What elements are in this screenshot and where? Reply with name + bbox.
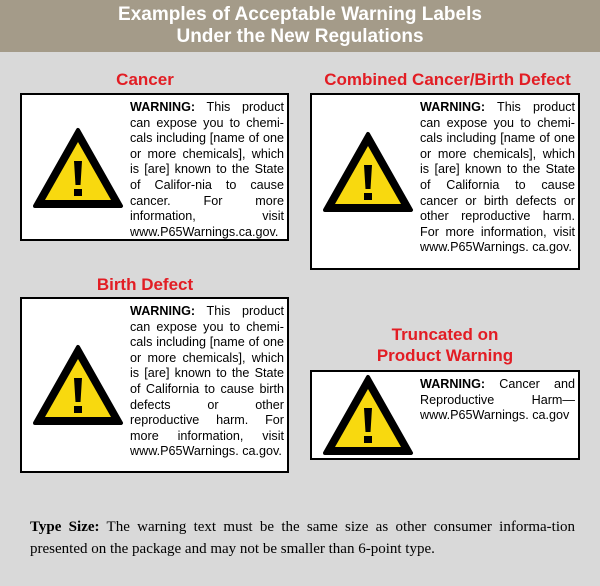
type-size-label: Type Size:: [30, 519, 100, 535]
birth-defect-warning-text: WARNING: This product can expose you to chemi-cals including [name of one or more chemicals], which is [are] known to the State of California to cause birth defects or other reproductive harm. For more information, visit www.P65Warnings. ca.gov.: [130, 304, 284, 459]
warning-triangle-icon: [322, 374, 414, 456]
warning-word: WARNING:: [420, 377, 486, 391]
cancer-title: [20, 69, 270, 90]
combined-warning-text: WARNING: This product can expose you to chemi-cals including [name of one or more chemicals], which is [are] known to the State of California to cause cancer or birth defects or other reproductive harm. For more information, visit www.P65Warnings. ca.gov.: [420, 100, 575, 255]
birth-defect-title-text: Birth Defect: [96, 275, 194, 294]
warning-triangle-icon: [32, 127, 124, 209]
header-line-2: Under the New Regulations: [176, 26, 424, 47]
combined-title-text: Combined Cancer/Birth Defect: [324, 70, 571, 89]
cancer-title-text: Cancer: [116, 70, 174, 89]
warning-word: WARNING:: [130, 304, 196, 318]
birth-defect-title: [20, 274, 270, 295]
cancer-warning-text: WARNING: This product can expose you to chemi-cals including [name of one or more chemicals], which is [are] known to the State of Califor-nia to cause cancer. For more information, visit www.P65Warnings.ca.gov.: [130, 100, 284, 239]
warning-triangle-icon: [322, 131, 414, 213]
warning-triangle-icon: [32, 344, 124, 426]
truncated-title: [315, 324, 575, 366]
type-size-text: The warning text must be the same size as other consumer informa-tion presented on the package and may not be smaller than 6-point type.: [30, 519, 575, 557]
header-line-1: Examples of Acceptable Warning Labels: [118, 4, 482, 25]
warning-word: WARNING:: [420, 100, 486, 114]
combined-title: [305, 69, 590, 90]
truncated-warning-text: WARNING: Cancer and Reproductive Harm—www.P65Warnings. ca.gov: [420, 377, 576, 423]
combined-warning-card: [310, 93, 580, 270]
warning-word: WARNING:: [130, 100, 196, 114]
truncated-title-line-2: Product Warning: [376, 346, 514, 365]
type-size-note: [30, 516, 575, 560]
truncated-warning-card: [310, 370, 580, 460]
birth-defect-warning-card: [20, 297, 289, 473]
cancer-warning-card: [20, 93, 289, 241]
truncated-title-line-1: Truncated on: [391, 325, 499, 344]
page-header: [0, 0, 600, 52]
